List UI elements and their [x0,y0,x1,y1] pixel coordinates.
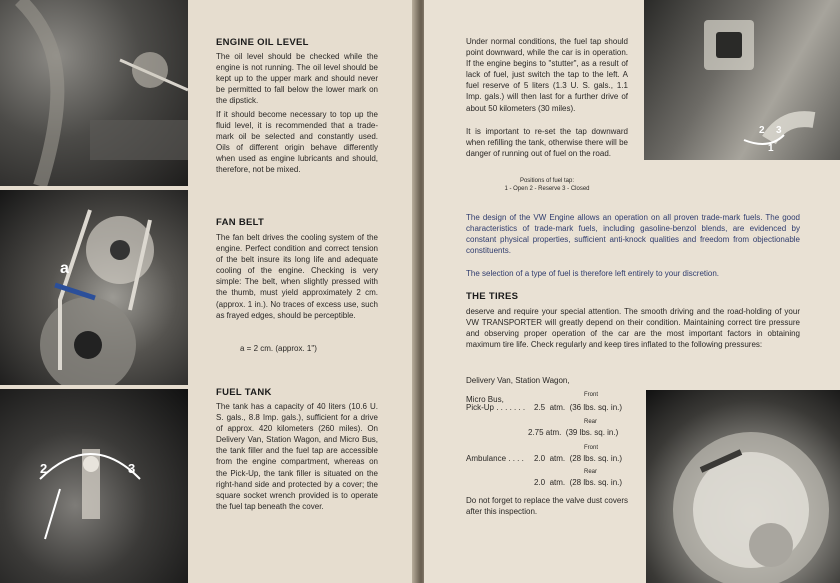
photo-fuel-tap [0,389,188,583]
pickup-rear-pressure: 2.75 atm. (39 lbs. sq. in.) [528,428,619,437]
fueltap-paragraph-2: It is important to re-set the tap downward when refilling the tank, otherwise there will be danger of running out of fuel on the road. [466,127,628,159]
fuel-paragraph: The tank has a capacity of 40 liters (10.6 U. S. gals., 8.8 Imp. gals.), sufficient for a drive of approx. 420 kilometers (260 miles). On Delivery Van, Station Wagon, and Micro Bus, the tank filler and the fuel tap are accessible from the engine compartment, whereas on the Pick-Up, the tank filler is situated on the right-hand side and protected by a cover; the square socket wrench provided is to operate the fuel tap beneath the cover. [216,402,378,511]
label-3: 3 [128,461,136,476]
fueltap-paragraph-1: Under normal conditions, the fuel tap should point downward, while the car is in operation. If the engine begins to "stutter", as a result of lack of fuel, just switch the tap to the left. A fuel reserve of 5 liters (1.3 U. S. gals., 1.1 Imp. gals.) will then last for a further drive of about 50 kilometers (30 miles). [466,37,628,113]
ambulance-front-pressure: 2.0 atm. (28 lbs. sq. in.) [534,454,623,463]
tires-closing-note: Do not forget to replace the valve dust covers after this inspection. [466,496,628,517]
ambulance-rear-pressure: 2.0 atm. (28 lbs. sq. in.) [534,478,623,487]
tires-paragraph: deserve and require your special attention. The smooth driving and the road-holding of your VW TRANSPORTER will greatly depend on their condition. Maintaining correct tire pressure and observing proper operation of the car are the most important factors in obtaining maximum tire life. Check regularly and keep tires inflated to the following pressures: [466,307,800,350]
left-page [0,0,418,583]
ambulance-rear-caption: Rear [584,469,598,475]
right-page [424,0,840,583]
photo-tank-filler-shapes [644,0,840,160]
label-1-right: 1 [768,143,774,154]
fan-heading: FAN BELT [216,217,265,228]
ambulance-label: Ambulance . . . . [466,454,524,463]
pickup-front-pressure: 2.5 atm. (36 lbs. sq. in.) [534,403,623,412]
photo-tank-filler [644,0,840,160]
tires-group-1: Delivery Van, Station Wagon, [466,376,570,385]
photo-spare-tire-shapes [646,390,840,583]
ambulance-front-caption: Front [584,445,599,451]
photo-fan-belt [0,190,188,385]
tires-group-2: Micro Bus, [466,395,504,404]
fuel-heading: FUEL TANK [216,387,272,398]
label-3-right: 3 [776,125,782,136]
photo-fuel-tap-shapes [0,389,188,583]
fan-paragraph: The fan belt drives the cooling system of the engine. Perfect condition and correct tension of the belt insure its long life and adequate cooling of the engine. Checking is very simple: The belt, when slightly pressed with the thumb, must yield approximately 2 cm. (approx. 1 in.). No traces of excess use, such as frayed edges, should be perceptible. [216,233,378,320]
pickup-front-caption: Front [584,392,599,398]
photo-fan-belt-shapes [0,190,188,385]
label-2-right: 2 [759,125,765,136]
oil-heading: ENGINE OIL LEVEL [216,37,309,48]
photo-oil-dipstick [0,0,188,186]
label-2: 2 [40,461,48,476]
oil-paragraph-2: If it should become necessary to top up the fluid level, it is recommended that a trade-mark oil be selected and constantly used. Oils of different origin behave differently when used as engine lubricants and should, therefore, not be mixed. [216,110,378,175]
pickup-label: Pick-Up . . . . . . . [466,403,526,412]
design-paragraph: The design of the VW Engine allows an operation on all proven trade-mark fuels. The good characteristics of trade-mark fuels, including gasoline-benzol blends, are evidenced by constant physical properties, sufficient anti-knock qualities and freedom from objectionable constituents. [466,213,800,256]
fan-formula: a = 2 cm. (approx. 1") [240,344,317,353]
label-a: a [60,260,69,277]
photo-oil-dipstick-shapes [0,0,188,186]
fuel-tap-positions: 1 - Open 2 - Reserve 3 - Closed [504,186,590,192]
pickup-rear-caption: Rear [584,419,598,425]
oil-paragraph-1: The oil level should be checked while the engine is not running. The oil level should be kept up to the upper mark and should never be permitted to fall below the lower mark on the dipstick. [216,52,378,106]
design-selection-note: The selection of a type of fuel is therefore left entirely to your discretion. [466,269,720,278]
fuel-tap-positions-title: Positions of fuel tap: [519,178,575,184]
tires-heading: THE TIRES [466,291,519,302]
photo-spare-tire [646,390,840,583]
